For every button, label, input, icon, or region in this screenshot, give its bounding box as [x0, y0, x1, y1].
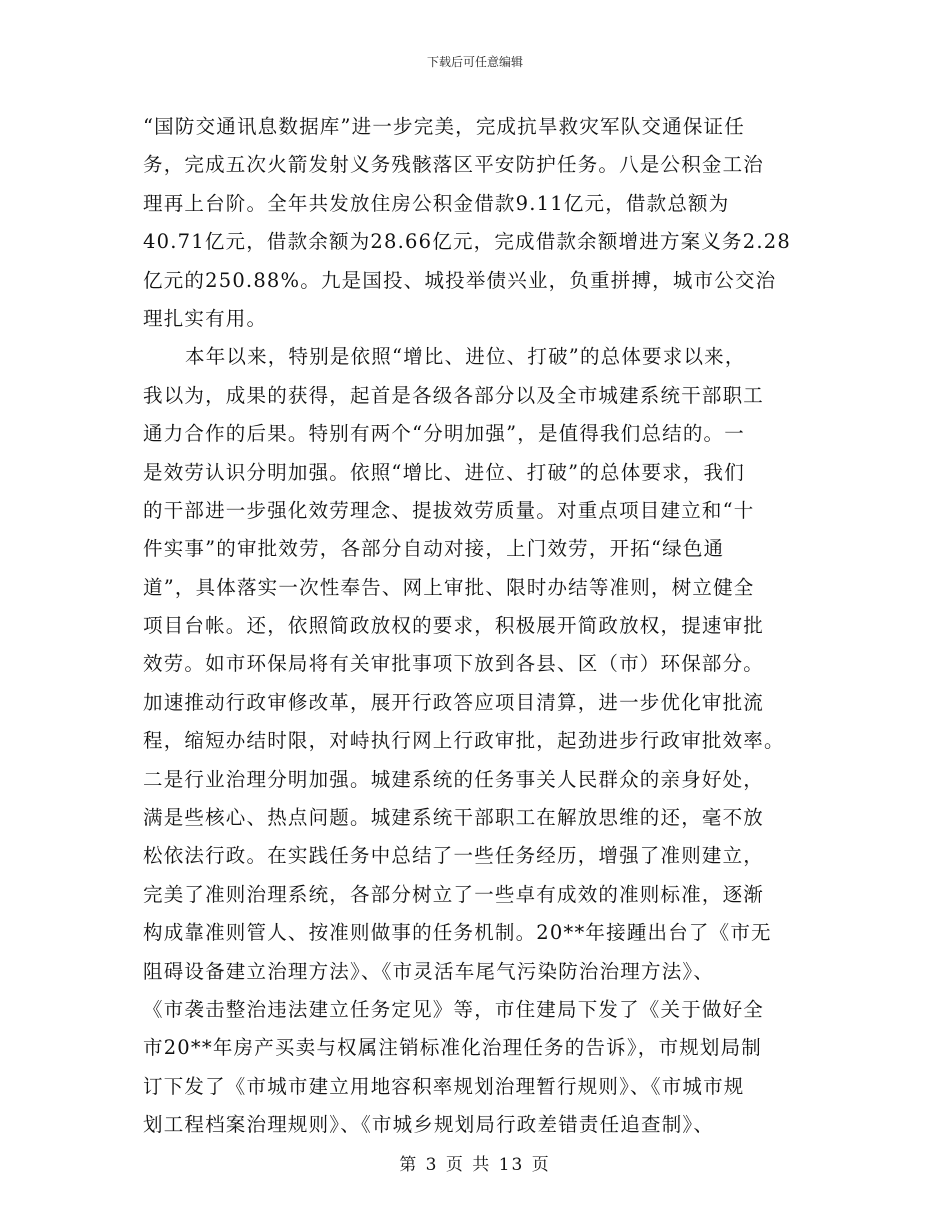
paragraph-start-line: 本年以来，特别是依照“增比、进位、打破”的总体要求以来，: [185, 345, 746, 369]
text-line: 满是些核心、热点问题。城建系统干部职工在解放思维的还，毫不放: [143, 806, 765, 830]
text-line: 理扎实有用。: [143, 306, 268, 330]
text-line: 通力合作的后果。特别有两个“分明加强”，是值得我们总结的。一: [143, 422, 745, 446]
text-line: 道”，具体落实一次性奉告、网上审批、限时办结等准则，树立健全: [143, 575, 755, 599]
text-line: 亿元的250.88%。九是国投、城投举债兴业，负重拼搏，城市公交治: [143, 268, 777, 292]
text-line: 加速推动行政审修改革，展开行政答应项目清算，进一步优化审批流: [143, 690, 765, 714]
text-line: 我以为，成果的获得，起首是各级各部分以及全市城建系统干部职工: [143, 383, 765, 407]
text-line: 阻碍设备建立治理方法》、《市灵活车尾气污染防治治理方法》、: [143, 959, 715, 983]
text-line: 项目台帐。还，依照简政放权的要求，积极展开简政放权，提速审批: [143, 614, 765, 638]
text-line: 构成靠准则管人、按准则做事的任务机制。20**年接踵出台了《市无: [143, 921, 772, 945]
text-line: 完美了准则治理系统，各部分树立了一些卓有成效的准则标准，逐渐: [143, 882, 765, 906]
text-line: 订下发了《市城市建立用地容积率规划治理暂行规则》、《市城市规: [143, 1074, 745, 1098]
body-text: [143, 108, 811, 1145]
text-line: “国防交通讯息数据库”进一步完美，完成抗旱救灾军队交通保证任: [143, 115, 745, 138]
text-line: 务，完成五次火箭发射义务残骸落区平安防护任务。八是公积金工治: [143, 153, 765, 177]
page-number-footer: 第 3 页 共 13 页: [399, 1155, 551, 1175]
text-line: 松依法行政。在实践任务中总结了一些任务经历，增强了准则建立，: [143, 844, 765, 868]
text-line: 划工程档案治理规则》、《市城乡规划局行政差错责任追查制》、: [143, 1113, 715, 1137]
text-line: 40.71亿元，借款余额为28.66亿元，完成借款余额增进方案义务2.28: [143, 230, 791, 254]
text-line: 效劳。如市环保局将有关审批事项下放到各县、区（市）环保部分。: [143, 652, 765, 676]
text-line: 理再上台阶。全年共发放住房公积金借款9.11亿元，借款总额为: [143, 191, 730, 215]
text-line: 市20**年房产买卖与权属注销标准化治理任务的告诉》，市规划局制: [143, 1036, 762, 1060]
text-line: 是效劳认识分明加强。依照“增比、进位、打破”的总体要求，我们: [143, 460, 745, 484]
text-line: 程，缩短办结时限，对峙执行网上行政审批，起劲进步行政审批效率。: [143, 729, 785, 753]
text-line: 《市袭击整治违法建立任务定见》等，市住建局下发了《关于做好全: [143, 997, 765, 1021]
text-line: 二是行业治理分明加强。城建系统的任务事关人民群众的亲身好处，: [143, 767, 765, 791]
page-header-note: 下载后可任意编辑: [426, 55, 523, 69]
text-line: 件实事”的审批效劳，各部分自动对接，上门效劳，开拓“绿色通: [143, 537, 725, 561]
text-line: 的干部进一步强化效劳理念、提拔效劳质量。对重点项目建立和“十: [143, 498, 755, 522]
